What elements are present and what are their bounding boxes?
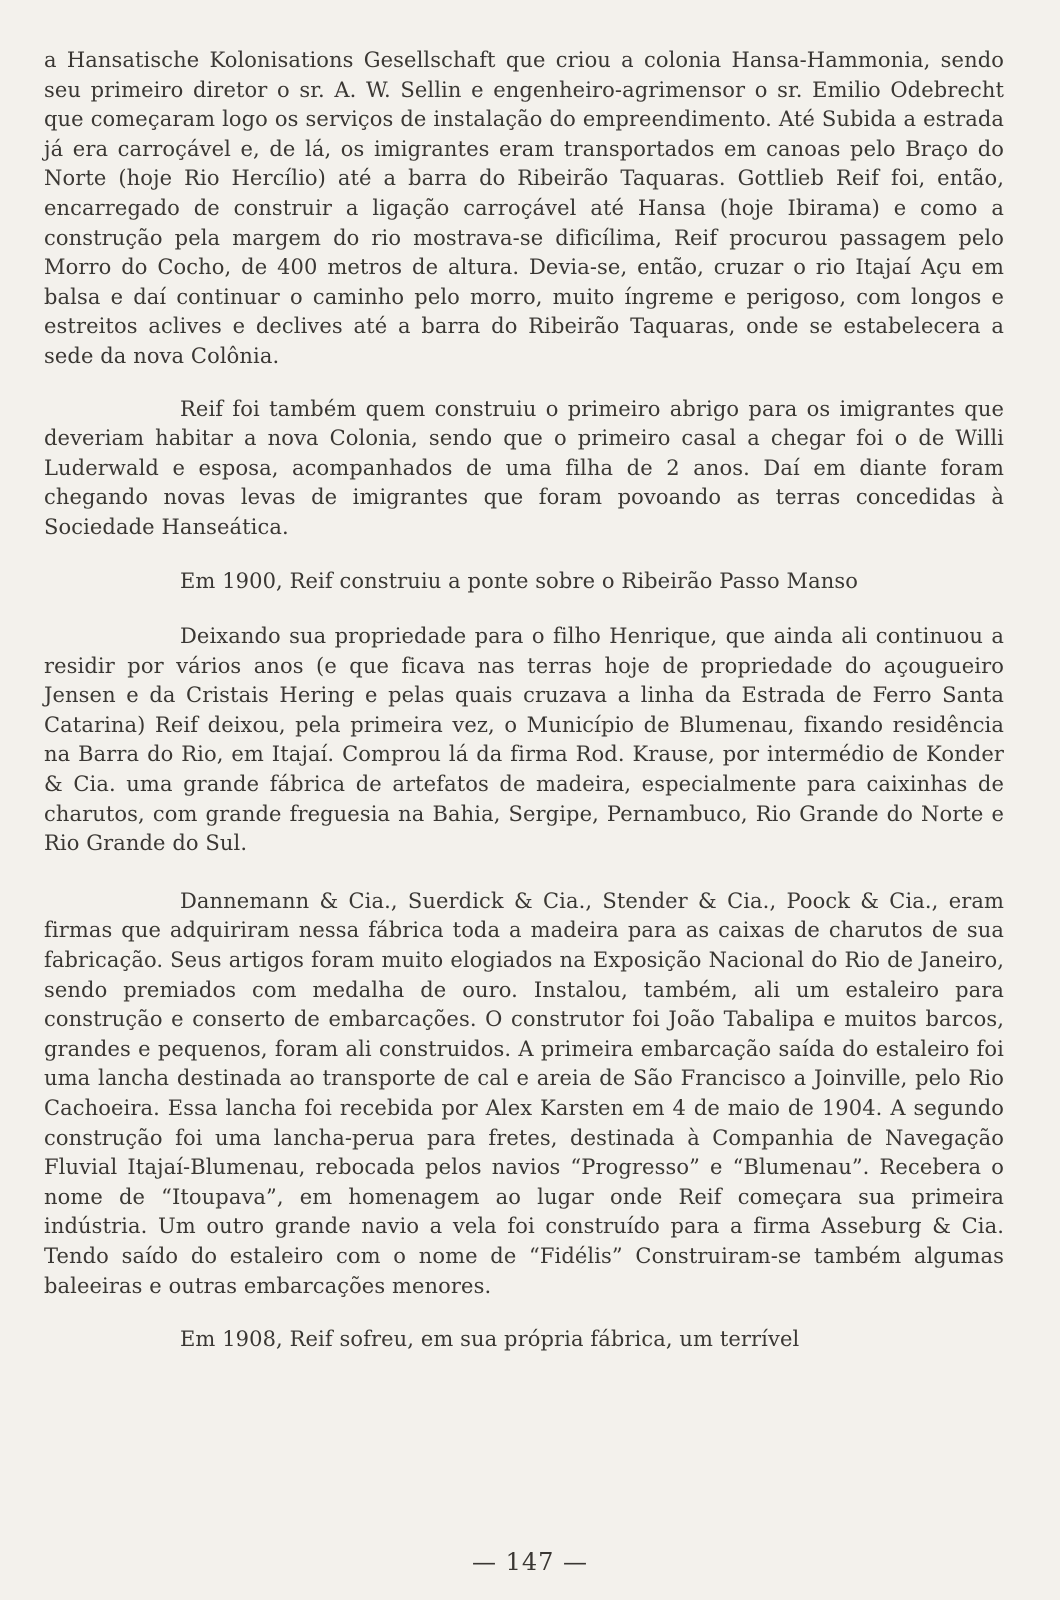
paragraph-itajai-factory: Deixando sua propriedade para o filho Henrique, que ainda ali continuou a residir por vários anos (e que ficava nas terras hoje de propriedade do açougueiro Jensen e da Cristais Hering e pelas quais cruzava a linha da Estrada de Ferro Santa Catarina) Reif deixou, pela primeira vez, o Município de Blumenau, fixando residência na Barra do Rio, em Itajaí. Comprou lá da firma Rod. Krause, por intermédio de Konder & Cia. uma grande fábrica de artefatos de madeira, especialmente para caixinhas de charutos, com grande freguesia na Bahia, Sergipe, Pernambuco, Rio Grande do Norte e Rio Grande do Sul. (44, 624, 1004, 856)
paragraph-first-shelter: Reif foi também quem construiu o primeiro abrigo para os imigrantes que deveriam habitar a nova Colonia, sendo que o primeiro casal a chegar foi o de Willi Luderwald e esposa, acompanhados de uma filha de 2 anos. Daí em diante foram chegando novas levas de imigrantes que foram povoando as terras concedidas à Sociedade Hanseática. (44, 396, 1004, 539)
paragraph-hansa-colony: a Hansatische Kolonisations Gesellschaft que criou a colonia Hansa-Hammonia, sendo seu primeiro diretor o sr. A. W. Sellin e engenheiro-agrimensor o sr. Emilio Odebrecht que começaram logo os serviços de instalação do empreendimento. Até Subida a estrada já era carroçável e, de lá, os imigrantes eram transportados em canoas pelo Braço do Norte (hoje Rio Hercílio) até a barra do Ribeirão Taquaras. Gottlieb Reif foi, então, encarregado de construir a ligação carroçável até Hansa (hoje Ibirama) e como a construção pela margem do rio mostrava-se dificílima, Reif procurou passagem pelo Morro do Cocho, de 400 metros de altura. Devia-se, então, cruzar o rio Itajaí Açu em balsa e daí continuar o caminho pelo morro, muito íngreme e perigoso, com longos e estreitos aclives e declives até a barra do Ribeirão Taquaras, onde se estabelecera a sede da nova Colônia. (44, 48, 1004, 368)
paragraph-bridge-1900: Em 1900, Reif construiu a ponte sobre o Ribeirão Passo Manso (180, 568, 858, 593)
page-number: — 147 — (471, 1548, 589, 1576)
paragraph-1908: Em 1908, Reif sofreu, em sua própria fábrica, um terrível (180, 1327, 800, 1352)
paragraph-shipyard: Dannemann & Cia., Suerdick & Cia., Stender & Cia., Poock & Cia., eram firmas que adquiriram nessa fábrica toda a madeira para as caixas de charutos de sua fabricação. Seus artigos foram muito elogiados na Exposição Nacional do Rio de Janeiro, sendo premiados com medalha de ouro. Instalou, também, ali um estaleiro para construção e conserto de embarcações. O construtor foi João Tabalipa e muitos barcos, grandes e pequenos, foram ali construidos. A primeira embarcação saída do estaleiro foi uma lancha destinada ao transporte de cal e areia de São Francisco a Joinville, pelo Rio Cachoeira. Essa lancha foi recebida por Alex Karsten em 4 de maio de 1904. A segundo construção foi uma lancha-perua para fretes, destinada à Companhia de Navegação Fluvial Itajaí-Blumenau, rebocada pelos navios “Progresso” e “Blumenau”. Recebera o nome de “Itoupava”, em homenagem ao lugar onde Reif começara sua primeira indústria. Um outro grande navio a vela foi construído para a firma Asseburg & Cia. Tendo saído do estaleiro com o nome de “Fidélis” Construiram-se também algumas baleeiras e outras embarcações menores. (44, 888, 1004, 1298)
